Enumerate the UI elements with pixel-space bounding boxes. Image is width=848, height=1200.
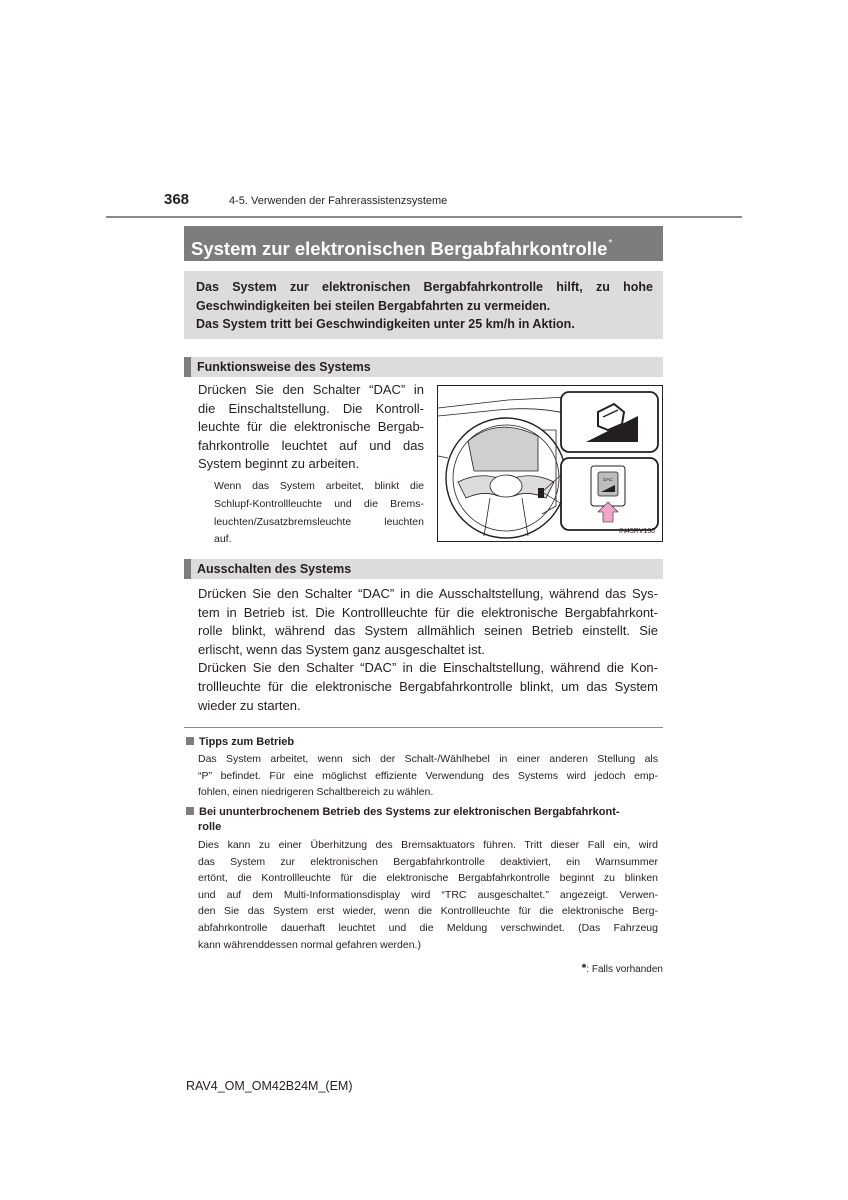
body-line: erlischt, wenn das System ganz ausgeschaltet ist.: [198, 641, 485, 657]
footnote: [520, 961, 663, 975]
page-number: 368: [164, 191, 190, 208]
tip-line: und auf dem Multi-Informationsdisplay wird “TRC ausgeschaltet.” angezeigt. Verwen-: [198, 888, 658, 901]
bullet-square-icon: [186, 807, 194, 815]
page-title-text: System zur elektronischen Bergabfahrkontrolle: [191, 238, 608, 259]
document-code: RAV4_OM_OM42B24M_(EM): [186, 1079, 353, 1093]
section1-note: [214, 478, 424, 549]
tip-heading-text: rolle: [198, 821, 222, 833]
body-line: fahrkontrolle leuchtet auf und das: [198, 437, 424, 453]
body-line: leuchte für die elektronische Bergab-: [198, 419, 424, 435]
body-line: System beginnt zu arbeiten.: [198, 456, 360, 472]
section-heading-function: Funktionsweise des Systems: [184, 357, 663, 377]
intro-line: Das System tritt bei Geschwindigkeiten unter 25 km/h in Aktion.: [196, 317, 575, 331]
title-footnote-mark: *: [608, 238, 613, 249]
body-line: Drücken Sie den Schalter “DAC” in: [198, 382, 424, 397]
tip-line: das System zur elektronischen Bergabfahrkontrolle deaktiviert, ein Warnsummer: [198, 855, 658, 868]
tip-line: Das System arbeitet, wenn sich der Schalt-/Wählhebel in einer anderen Stellung als: [198, 753, 658, 765]
dac-switch-button: [598, 472, 618, 496]
tip-heading-text: Bei ununterbrochenem Betrieb des Systems zur elektronischen Bergabfahrkont-: [199, 806, 620, 818]
tip-heading: [186, 735, 294, 750]
body-line: tem in Betrieb ist. Die Kontrollleuchte für die elektronische Bergabfahrkont-: [198, 604, 658, 620]
note-line: Wenn das System arbeitet, blinkt die: [214, 480, 424, 492]
footnote-star: *: [581, 961, 587, 975]
body-line: Drücken Sie den Schalter “DAC” in die Einschaltstellung, während die Kon-: [198, 660, 658, 676]
header-rule: [106, 216, 742, 218]
dac-switch-illustration: [437, 385, 663, 542]
tip-line: abfahrkontrolle dauerhaft leuchtet und die Meldung verschwindet. (Das Fahrzeug: [198, 921, 658, 934]
tips-divider: [184, 727, 663, 728]
tip-line: Dies kann zu einer Überhitzung des Bremsaktuators führen. Tritt dieser Fall ein, wird: [198, 839, 658, 851]
tip-line: kann währenddessen normal gefahren werden.): [198, 938, 421, 951]
section1-body: [198, 381, 424, 474]
note-line: auf.: [214, 533, 232, 546]
body-line: die Einschaltstellung. Die Kontroll-: [198, 400, 424, 416]
tip-line: fohlen, einen niedrigeren Schaltbereich zu wählen.: [198, 786, 434, 799]
tip-heading: [186, 805, 662, 835]
tip-line: den Sie das System erst wieder, wenn die Kontrollleuchte für die elektronische Berg-: [198, 905, 658, 918]
figure-code: IN45RV130: [619, 528, 656, 535]
body-line: wieder zu starten.: [198, 697, 301, 713]
body-line: rolle blinkt, während das System allmählich seinen Betrieb einstellt. Sie: [198, 623, 658, 639]
section-heading-switch-off: Ausschalten des Systems: [184, 559, 663, 579]
tip-heading-text: Tipps zum Betrieb: [199, 736, 295, 748]
intro-box: [184, 271, 663, 339]
tip-line: “P” befindet. Für eine möglichst effiziente Verwendung des Systems wird jedoch emp-: [198, 769, 658, 782]
page-title: [184, 226, 663, 261]
bullet-square-icon: [186, 737, 194, 745]
tip-body: [198, 837, 658, 953]
dac-switch-label: DAC: [603, 477, 613, 482]
intro-line: Geschwindigkeiten bei steilen Bergabfahrten zu vermeiden.: [196, 298, 551, 313]
body-line: Drücken Sie den Schalter “DAC” in die Ausschaltstellung, während das Sys-: [198, 586, 658, 601]
running-head: 4-5. Verwenden der Fahrerassistenzsysteme: [229, 195, 448, 207]
section2-body: [198, 585, 658, 715]
footnote-text: : Falls vorhanden: [586, 964, 663, 975]
tip-line: ertönt, die Kontrollleuchte für die elektronische Bergabfahrkontrolle beginnt zu blinken: [198, 872, 658, 885]
note-line: Schlupf-Kontrollleuchte und die Brems-: [214, 497, 424, 510]
intro-line: Das System zur elektronischen Bergabfahrkontrolle hilft, zu hohe: [196, 280, 653, 294]
tip-body: [198, 751, 658, 801]
body-line: trollleuchte für die elektronische Bergabfahrkontrolle blinkt, um das System: [198, 678, 658, 694]
note-line: leuchten/Zusatzbremsleuchte leuchten: [214, 515, 424, 528]
dashboard-drawing: [438, 386, 662, 541]
